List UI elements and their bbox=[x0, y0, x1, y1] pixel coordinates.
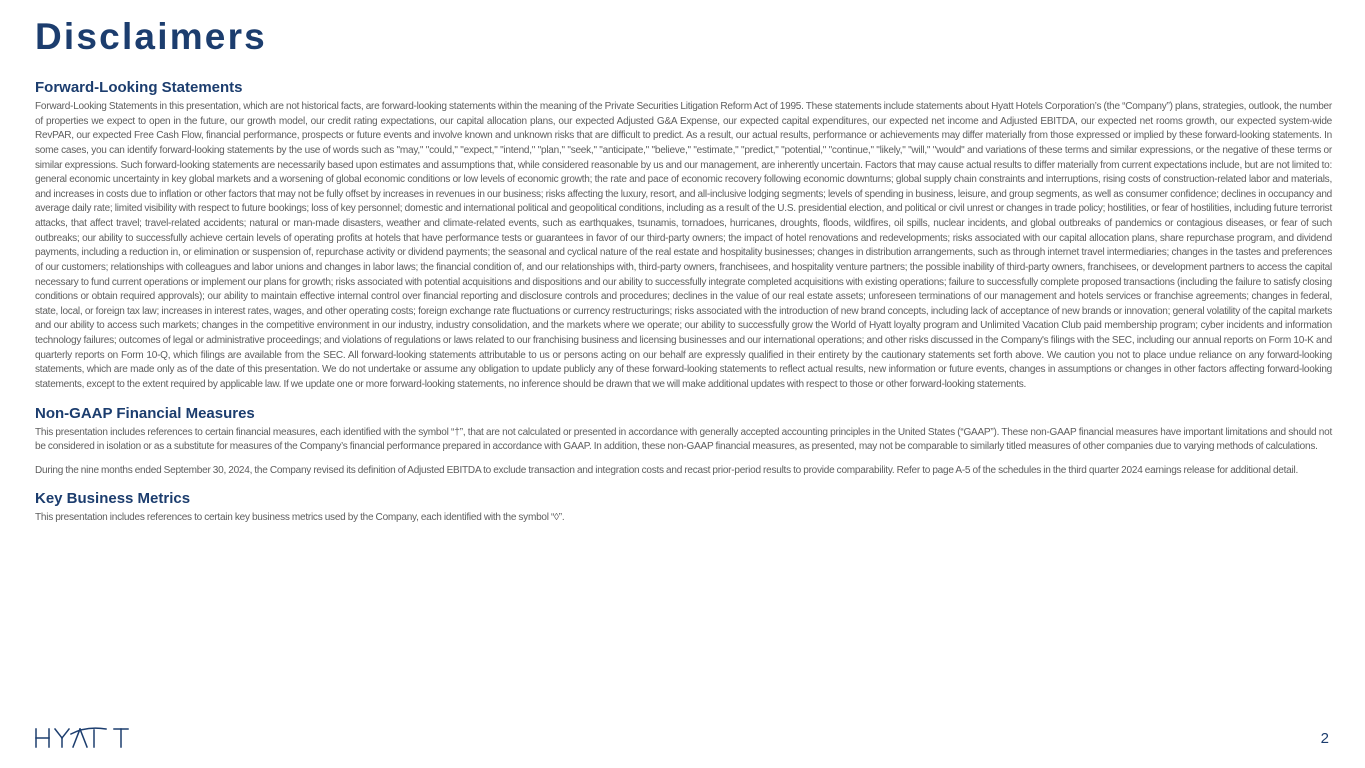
non-gaap-paragraph: This presentation includes references to certain financial measures, each identified with the symbol “†”, that are not calculated or presented in accordance with generally accepted accounting principles in the United States (“GAAP”). These non-GAAP financial measures have important limitations and should not be considered in isolation or as a substitute for measures of the Company’s financial performance prepared in accordance with GAAP. In addition, these non-GAAP financial measures, as presented, may not be comparable to similarly titled measures of other companies due to varying methods of calculations. bbox=[35, 426, 1332, 453]
page-number: 2 bbox=[1320, 730, 1329, 747]
section-heading-key-metrics: Key Business Metrics bbox=[35, 490, 191, 508]
adjusted-ebitda-paragraph: During the nine months ended September 30, 2024, the Company revised its definition of Adjusted EBITDA to exclude transaction and integration costs and recast prior-period results to provide comparability. Refer to page A-5 of the schedules in the third quarter 2024 earnings release for additional detail. bbox=[35, 464, 1299, 476]
section-heading-non-gaap: Non-GAAP Financial Measures bbox=[35, 404, 255, 422]
hyatt-wordmark-logo bbox=[34, 723, 130, 751]
disclaimer-content bbox=[35, 78, 1332, 526]
page-title: Disclaimers bbox=[35, 16, 267, 57]
section-heading-forward-looking: Forward-Looking Statements bbox=[35, 79, 243, 96]
forward-looking-paragraph: Forward-Looking Statements in this presentation, which are not historical facts, are forward-looking statements within the meaning of the Private Securities Litigation Reform Act of 1995. These statements include statements about Hyatt Hotels Corporation’s (the “Company”) plans, strategies, outlook, the number of properties we expect to open in the future, our growth model, our credit rating expectations, our capital allocation plans, our expected Adjusted G&A Expense, our expected capital expenditures, our expected net income and Adjusted EBITDA, our expected net rooms growth, our expected system-wide RevPAR, our expected Free Cash Flow, financial performance, prospects or future events and involve known and unknown risks that are difficult to predict. As a result, our actual results, performance or achievements may differ materially from those expressed or implied by these forward-looking statements. In some cases, you can identify forward-looking statements by the use of words such as "may," "could," "expect," "intend," "plan," "seek," "anticipate," "believe," "estimate," "predict," "potential," "continue," "likely," "will," "would" and variations of these terms and similar expressions, or the negative of these terms or similar expressions. Such forward-looking statements are necessarily based upon estimates and assumptions that, while considered reasonable by us and our management, are inherently uncertain. Factors that may cause actual results to differ materially from current expectations include, but are not limited to: general economic uncertainty in key global markets and a worsening of global economic conditions or low levels of economic growth; the rate and pace of economic recovery following economic downturns; global supply chain constraints and interruptions, rising costs of construction-related labor and materials, and increases in costs due to inflation or other factors that may not be fully offset by increases in revenues in our business; risks affecting the luxury, resort, and all-inclusive lodging segments; levels of spending in business, leisure, and group segments, as well as consumer confidence; declines in occupancy and average daily rate; limited visibility with respect to future bookings; loss of key personnel; domestic and international political and geopolitical conditions, including as a result of the U.S. presidential election, and political or civil unrest or changes in trade policy; hostilities, or fear of hostilities, including future terrorist attacks, that affect travel; travel-related accidents; natural or man-made disasters, weather and climate-related events, such as earthquakes, tsunamis, tornadoes, hurricanes, droughts, floods, wildfires, oil spills, nuclear incidents, and global outbreaks of pandemics or contagious diseases, or fear of such outbreaks; our ability to successfully achieve certain levels of operating profits at hotels that have performance tests or guarantees in favor of our third-party owners; the impact of hotel renovations and redevelopments; risks associated with our capital allocation plans, share repurchase program, and dividend payments, including a reduction in, or elimination or suspension of, repurchase activity or dividend payments; the seasonal and cyclical nature of the real estate and hospitality businesses; changes in distribution arrangements, such as through internet travel intermediaries; changes in the tastes and preferences of our customers; relationships with colleagues and labor unions and changes in labor laws; the financial condition of, and our relationships with, third-party owners, franchisees, and hospitality venture partners; the possible inability of third-party owners, franchisees, or development partners to access the capital necessary to fund current operations or implement our plans for growth; risks associated with potential acquisitions and dispositions and our ability to successfully integrate completed acquisitions with existing operations; failure to successfully complete proposed transactions (including the failure to satisfy closing conditions or obtain required approvals); our ability to maintain effective internal control over financial reporting and disclosure controls and procedures; declines in the value of our real estate assets; unforeseen terminations of our management and hotels services or franchise agreements; changes in federal, state, local, or foreign tax law; increases in interest rates, wages, and other operating costs; foreign exchange rate fluctuations or currency restructurings; risks associated with the introduction of new brand concepts, including lack of acceptance of new brands or innovation; general volatility of the capital markets and our ability to access such markets; changes in the competitive environment in our industry, industry consolidation, and the markets where we operate; our ability to successfully grow the World of Hyatt loyalty program and Unlimited Vacation Club paid membership program; cyber incidents and information technology failures; outcomes of legal or administrative proceedings; and violations of regulations or laws related to our franchising business and licensing businesses and our international operations; and other risks discussed in the Company's filings with the SEC, including our annual reports on Form 10-K and quarterly reports on Form 10-Q, which filings are available from the SEC. All forward-looking statements attributable to us or persons acting on our behalf are expressly qualified in their entirety by the cautionary statements set forth above. We caution you not to place undue reliance on any forward-looking statements, which are made only as of the date of this presentation. We do not undertake or assume any obligation to update publicly any of these forward-looking statements to reflect actual results, new information or future events, changes in assumptions or changes in other factors affecting forward-looking statements, except to the extent required by applicable law. If we update one or more forward-looking statements, no inference should be drawn that we will make additional updates with respect to those or other forward-looking statements. bbox=[35, 101, 1332, 390]
key-metrics-paragraph: This presentation includes references to certain key business metrics used by the Company, each identified with the symbol “◊”. bbox=[35, 512, 565, 524]
